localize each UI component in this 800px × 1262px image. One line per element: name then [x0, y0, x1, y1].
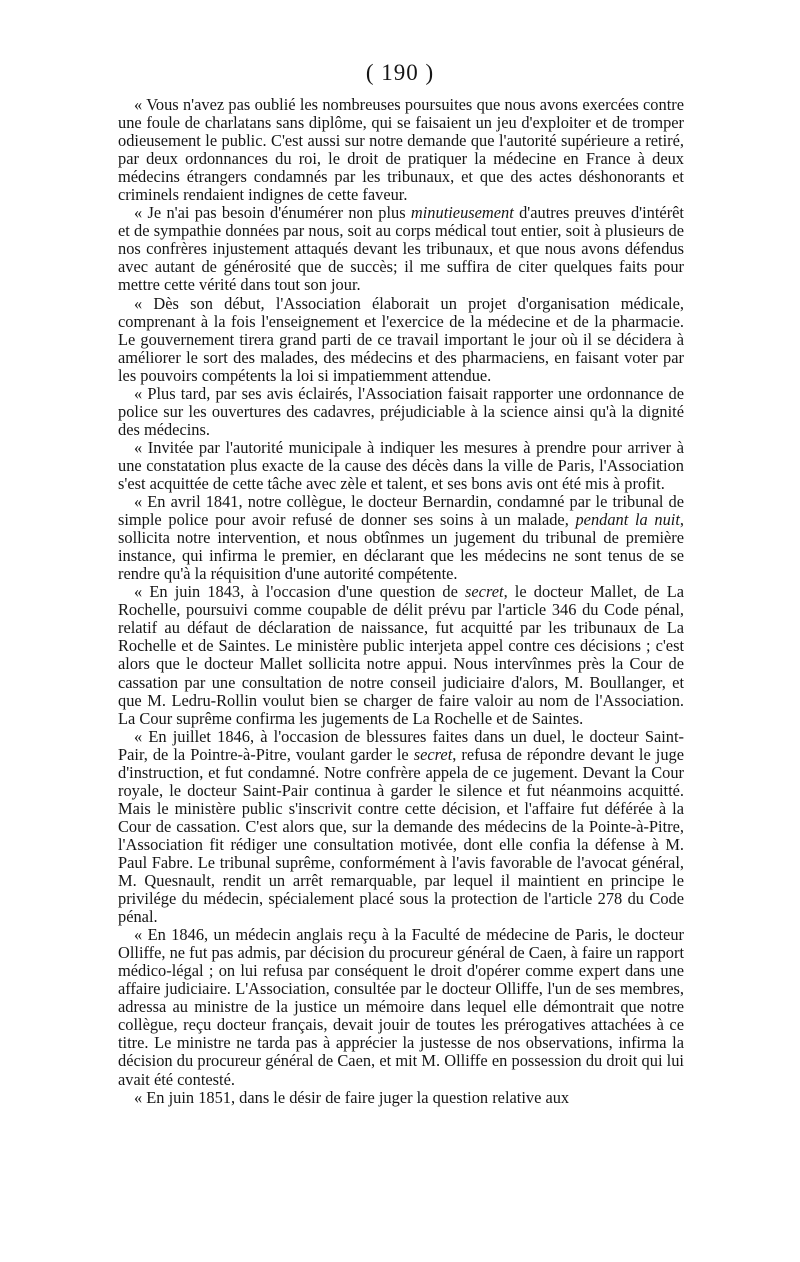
paragraph-organisation-medicale: « Dès son début, l'Association élaborait un projet d'organisation médicale, comprenant à la fois l'enseignement et l'exercice de la médecine et de la pharmacie. Le gouvernement tirera grand parti de ce travail important le jour où il se décidera à améliorer le sort des malades, des médecins et des pharmaciens, en faisant voter par les pouvoirs compétents la loi si impatiemment attendue.	[118, 293, 684, 385]
paragraph-constatation-deces: « Invitée par l'autorité municipale à indiquer les mesures à prendre pour arriver à une constatation plus exacte de la cause des décès dans la ville de Paris, l'Association s'est acquittée de cette tâche avec zèle et talent, et ses bons avis ont été mis à profit.	[118, 437, 684, 493]
paragraph-charlatans: « Vous n'avez pas oublié les nombreuses poursuites que nous avons exercées contre une foule de charlatans sans diplôme, qui se faisaient un jeu d'exploiter et de tromper odieusement le public. C'est aussi sur notre demande que l'autorité supérieure a retiré, par deux ordonnances du roi, le droit de pratiquer la médecine en France à deux médecins étrangers condamnés par les tribunaux, et que des actes déshonorants et criminels rendaient indignes de cette faveur.	[118, 95, 684, 205]
paragraph-bernardin: « En avril 1841, notre collègue, le docteur Bernardin, condamné par le tribunal de simple police pour avoir refusé de donner ses soins à un malade, pendant la nuit, sollicita notre intervention, et nous obtînmes un jugement du tribunal de première instance, qui infirma le premier, en déclarant que les médecins ne sont tenus de se rendre qu'à la réquisition d'une autorité compétente.	[118, 492, 685, 584]
paragraph-sympathie: « Je n'ai pas besoin d'énumérer non plus minutieusement d'autres preuves d'intérêt et de sympathie données par nous, soit au corps médical tout entier, soit à plusieurs de nos confrères injustement attaqués devant les tribunaux, et que nous avons défendus avec autant de générosité que de succès; il me suffira de citer quelques faits pour mettre cette vérité dans tout son jour.	[118, 203, 684, 295]
body-text	[118, 96, 684, 1107]
paragraph-juin-1851: « En juin 1851, dans le désir de faire juger la question relative aux	[134, 1087, 570, 1107]
paragraph-mallet: « En juin 1843, à l'occasion d'une question de secret, le docteur Mallet, de La Rochelle, poursuivi comme coupable de délit prévu par l'article 346 du Code pénal, relatif au défaut de déclaration de naissance, fut acquitté par les tribunaux de La Rochelle et de Saintes. Le ministère public interjeta appel contre ces décisions ; c'est alors que le docteur Mallet sollicita notre appui. Nous intervînmes près la Cour de cassation par une consultation de notre conseil judiciaire d'alors, M. Boullanger, et que M. Ledru-Rollin voulut bien se charger de faire valoir au nom de l'Association. La Cour suprême confirma les jugements de La Rochelle et de Saintes.	[118, 582, 684, 728]
paragraph-saint-pair: « En juillet 1846, à l'occasion de blessures faites dans un duel, le docteur Saint-Pair, de la Pointre-à-Pitre, voulant garder le secret, refusa de répondre devant le juge d'instruction, et fut condamné. Notre confrère appela de ce jugement. Devant la Cour royale, le docteur Saint-Pair continua à garder le silence et fut néanmoins acquitté. Mais le ministère public s'inscrivit contre cette décision, et l'affaire fut déférée à la Cour de cassation. C'est alors que, sur la demande des médecins de la Pointe-à-Pitre, l'Association fit rédiger une consultation motivée, dont elle confia la défense à M. Paul Fabre. Le tribunal suprême, conformément à l'avis favorable de l'avocat général, M. Quesnault, rendit un arrêt remarquable, par lequel il maintient en principe le privilége du médecin, spécialement placé sous la protection de l'article 278 du Code pénal.	[118, 726, 684, 927]
paragraph-ouverture-cadavres: « Plus tard, par ses avis éclairés, l'Association faisait rapporter une ordonnance de police sur les ouvertures des cadavres, préjudiciable à la science ainsi qu'à la dignité des médecins.	[118, 383, 684, 439]
page-number: ( 190 )	[365, 60, 435, 85]
paragraph-olliffe: « En 1846, un médecin anglais reçu à la Faculté de médecine de Paris, le docteur Olliffe, ne fut pas admis, par décision du procureur général de Caen, à faire un rapport médico-légal ; on lui refusa par conséquent le droit d'opérer comme expert dans une affaire judiciaire. L'Association, consultée par le docteur Olliffe, l'un de ses membres, adressa au ministre de la justice un mémoire dans lequel elle démontrait que notre collègue, reçu docteur français, devait jouir de toutes les prérogatives attachées à ce titre. Le ministre ne tarda pas à apprécier la justesse de nos observations, infirma la décision du procureur général de Caen, et mit M. Olliffe en possession du droit qui lui avait été contesté.	[118, 925, 684, 1089]
